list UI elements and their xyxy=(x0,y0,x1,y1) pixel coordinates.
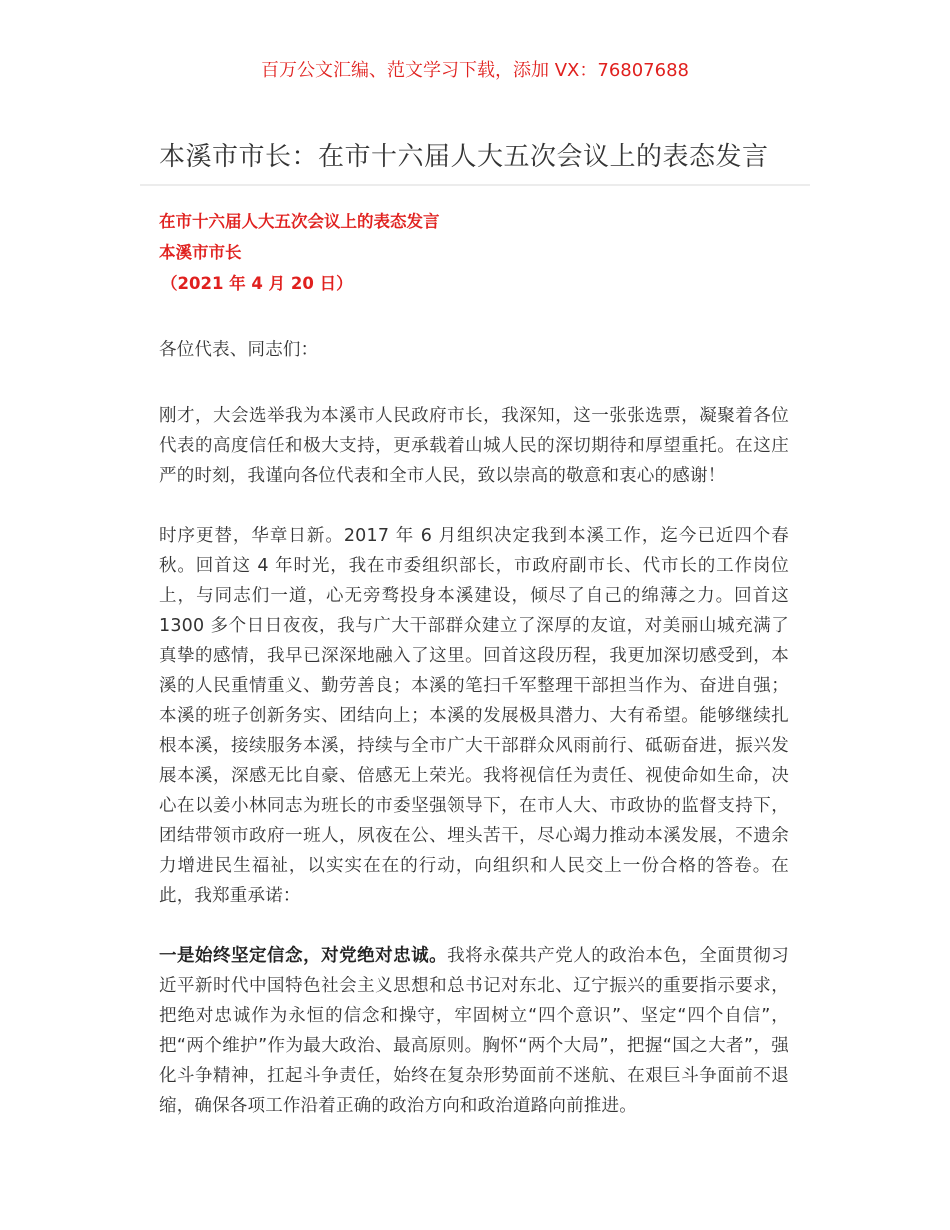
page-title: 本溪市市长：在市十六届人大五次会议上的表态发言 xyxy=(159,142,769,172)
article-date: （2021 年 4 月 20 日） xyxy=(161,274,353,293)
paragraph-3-lead: 一是始终坚定信念，对党绝对忠诚。 xyxy=(159,946,448,966)
article-subtitle: 在市十六届人大五次会议上的表态发言 xyxy=(159,212,440,231)
paragraph-1: 刚才，大会选举我为本溪市人民政府市长，我深知，这一张张选票，凝聚着各位代表的高度信任和极大支持，更承载着山城人民的深切期待和厚望重托。在这庄严的时刻，我谨向各位代表和全市人民，致以崇高的敬意和衷心的感谢！ xyxy=(159,406,789,486)
promo-banner: 百万公文汇编、范文学习下载，添加 VX：76807688 xyxy=(261,60,689,81)
paragraph-3-text: 我将永葆共产党人的政治本色，全面贯彻习近平新时代中国特色社会主义思想和总书记对东北、辽宁振兴的重要指示要求，把绝对忠诚作为永恒的信念和操守，牢固树立“四个意识”、坚定“四个自信”，把“两个维护”作为最大政治、最高原则。胸怀“两个大局”，把握“国之大者”，强化斗争精神，扛起斗争责任，始终在复杂形势面前不迷航、在艰巨斗争面前不退缩，确保各项工作沿着正确的政治方向和政治道路向前推进。 xyxy=(159,946,789,1116)
article-speaker: 本溪市市长 xyxy=(159,243,242,262)
paragraph-3 xyxy=(159,941,789,1121)
article-body xyxy=(159,206,789,1121)
title-divider xyxy=(140,184,810,186)
salutation: 各位代表、同志们： xyxy=(159,340,319,360)
paragraph-2: 时序更替，华章日新。2017 年 6 月组织决定我到本溪工作，迄今已近四个春秋。回首这 4 年时光，我在市委组织部长，市政府副市长、代市长的工作岗位上，与同志们一道，心无旁骛投身本溪建设，倾尽了自己的绵薄之力。回首这 1300 多个日日夜夜，我与广大干部群众建立了深厚的友谊，对美丽山城充满了真挚的感情，我早已深深地融入了这里。回首这段历程，我更加深切感受到，本溪的人民重情重义、勤劳善良；本溪的笔扫千军整理干部担当作为、奋进自强；本溪的班子创新务实、团结向上；本溪的发展极具潜力、大有希望。能够继续扎根本溪，接续服务本溪，持续与全市广大干部群众风雨前行、砥砺奋进，振兴发展本溪，深感无比自豪、倍感无上荣光。我将视信任为责任、视使命如生命，决心在以姜小林同志为班长的市委坚强领导下，在市人大、市政协的监督支持下，团结带领市政府一班人，夙夜在公、埋头苦干，尽心竭力推动本溪发展，不遗余力增进民生福祉，以实实在在的行动，向组织和人民交上一份合格的答卷。在此，我郑重承诺： xyxy=(159,526,789,906)
article-header xyxy=(159,206,789,299)
